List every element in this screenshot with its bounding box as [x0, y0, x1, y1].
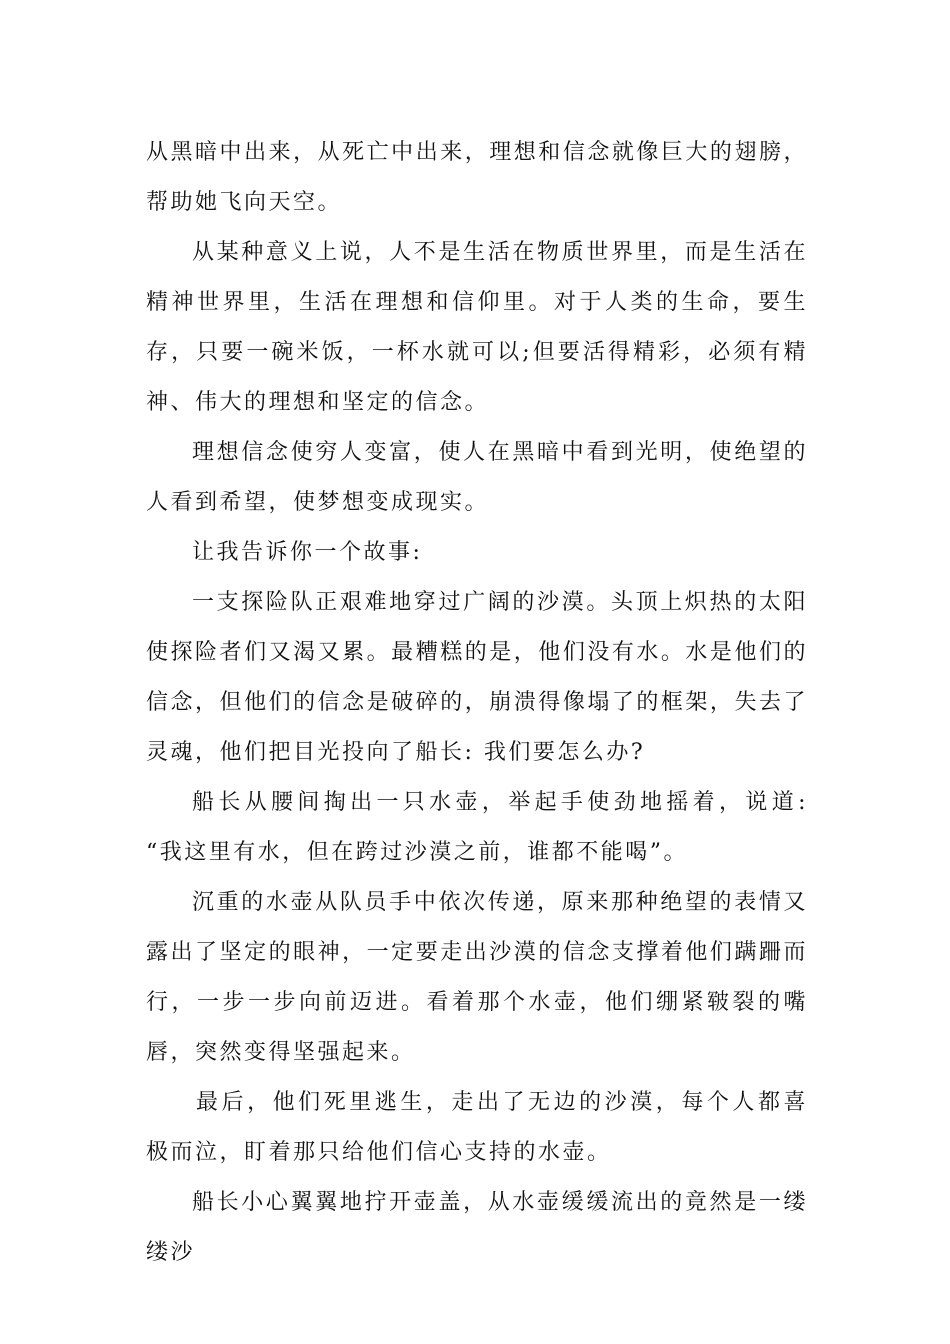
paragraph: 沉重的水壶从队员手中依次传递，原来那种绝望的表情又露出了坚定的眼神，一定要走出沙漠的信念支撑着他们蹒跚而行，一步一步向前迈进。看着那个水壶，他们绷紧皲裂的嘴唇，突然变得坚强起来。	[146, 890, 808, 1065]
paragraph: 船长从腰间掏出一只水壶，举起手使劲地摇着，说道: “我这里有水，但在跨过沙漠之前，谁都不能喝”。	[146, 790, 808, 865]
paragraph: 让我告诉你一个故事:	[192, 540, 423, 565]
paragraph: 最后，他们死里逃生，走出了无边的沙漠，每个人都喜极而泣，盯着那只给他们信心支持的水壶。	[146, 1090, 808, 1165]
paragraph: 一支探险队正艰难地穿过广阔的沙漠。头顶上炽热的太阳使探险者们又渴又累。最糟糕的是，他们没有水。水是他们的信念，但他们的信念是破碎的，崩溃得像塌了的框架，失去了灵魂，他们把目光投向了船长: 我们要怎么办?	[146, 590, 808, 765]
paragraph: 理想信念使穷人变富，使人在黑暗中看到光明，使绝望的人看到希望，使梦想变成现实。	[146, 440, 808, 515]
paragraph: 从黑暗中出来，从死亡中出来，理想和信念就像巨大的翅膀，帮助她飞向天空。	[146, 140, 808, 215]
paragraph: 船长小心翼翼地拧开壶盖，从水壶缓缓流出的竟然是一缕缕沙	[146, 1190, 808, 1265]
body-text	[146, 128, 808, 1278]
paragraph: 从某种意义上说，人不是生活在物质世界里，而是生活在精神世界里，生活在理想和信仰里。对于人类的生命，要生存，只要一碗米饭，一杯水就可以;但要活得精彩，必须有精神、伟大的理想和坚定的信念。	[146, 240, 808, 415]
